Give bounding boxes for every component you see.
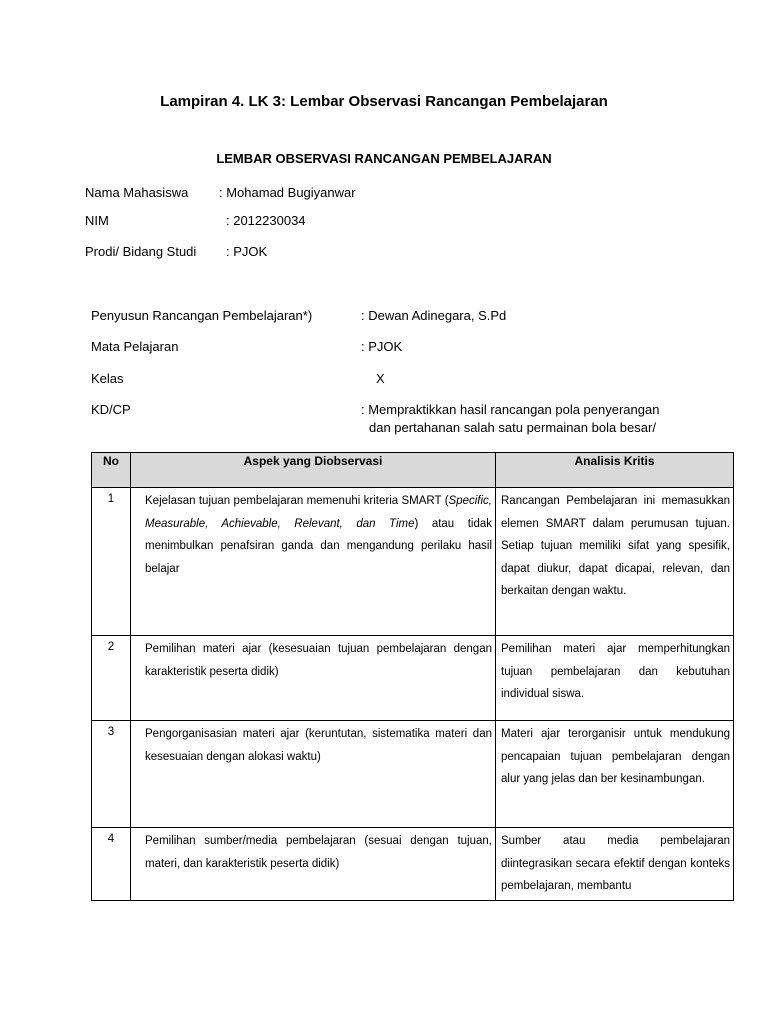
kelas-label: Kelas	[91, 371, 124, 386]
form-title: LEMBAR OBSERVASI RANCANGAN PEMBELAJARAN	[216, 151, 552, 166]
row-aspek-pre: Kejelasan tujuan pembelajaran memenuhi kriteria SMART (	[145, 495, 449, 507]
header-aspek: Aspek yang Diobservasi	[131, 453, 496, 488]
kd-value-line1: : Mempraktikkan hasil rancangan pola penyerangan	[361, 402, 660, 417]
row-analisis: Sumber atau media pembelajaran diintegrasikan secara efektif dengan konteks pembelajaran, membantu	[496, 828, 734, 901]
kd-label: KD/CP	[91, 402, 131, 417]
row-aspek-post: ) atau tidak menimbulkan penafsiran ganda dan mengandung perilaku hasil belajar	[145, 517, 492, 575]
row-number: 3	[92, 721, 131, 828]
row-aspek: Pemilihan materi ajar (kesesuaian tujuan pembelajaran dengan karakteristik peserta didik)	[131, 636, 496, 721]
row-number: 4	[92, 828, 131, 901]
nim-value: : 2012230034	[226, 213, 306, 228]
nama-value: : Mohamad Bugiyanwar	[219, 185, 356, 200]
row-aspek	[131, 488, 496, 636]
row-number: 2	[92, 636, 131, 721]
nama-label: Nama Mahasiswa	[85, 185, 189, 200]
row-analisis: Pemilihan materi ajar memperhitungkan tujuan pembelajaran dan kebutuhan individual siswa.	[496, 636, 734, 721]
row-analisis: Materi ajar terorganisir untuk mendukung pencapaian tujuan pembelajaran dengan alur yang jelas dan ber kesinambungan.	[496, 721, 734, 828]
table-row	[92, 721, 734, 828]
row-number: 1	[92, 488, 131, 636]
table-header-row	[92, 453, 734, 488]
table-row	[92, 828, 734, 901]
row-aspek: Pengorganisasian materi ajar (keruntutan, sistematika materi dan kesesuaian dengan alokasi waktu)	[131, 721, 496, 828]
penyusun-label: Penyusun Rancangan Pembelajaran*)	[91, 308, 313, 323]
lampiran-title: Lampiran 4. LK 3: Lembar Observasi Rancangan Pembelajaran	[160, 93, 608, 110]
prodi-label: Prodi/ Bidang Studi	[85, 244, 197, 259]
kd-value-line2: dan pertahanan salah satu permainan bola besar/	[369, 420, 656, 435]
table-row	[92, 636, 734, 721]
header-no: No	[92, 453, 131, 488]
observation-table	[91, 452, 734, 901]
row-aspek: Pemilihan sumber/media pembelajaran (sesuai dengan tujuan, materi, dan karakteristik peserta didik)	[131, 828, 496, 901]
penyusun-value: : Dewan Adinegara, S.Pd	[361, 308, 507, 323]
kelas-value: X	[376, 371, 385, 386]
mapel-value: : PJOK	[361, 339, 403, 354]
mapel-label: Mata Pelajaran	[91, 339, 179, 354]
nim-label: NIM	[85, 213, 109, 228]
row-aspek-italic: Specific, Measurable, Achievable, Relevant, dan Time	[145, 495, 492, 530]
table-row	[92, 488, 734, 636]
header-analisis: Analisis Kritis	[496, 453, 734, 488]
row-analisis: Rancangan Pembelajaran ini memasukkan elemen SMART dalam perumusan tujuan. Setiap tujuan memiliki sifat yang spesifik, dapat diukur, dapat dicapai, relevan, dan berkaitan dengan waktu.	[496, 488, 734, 636]
prodi-value: : PJOK	[226, 244, 268, 259]
